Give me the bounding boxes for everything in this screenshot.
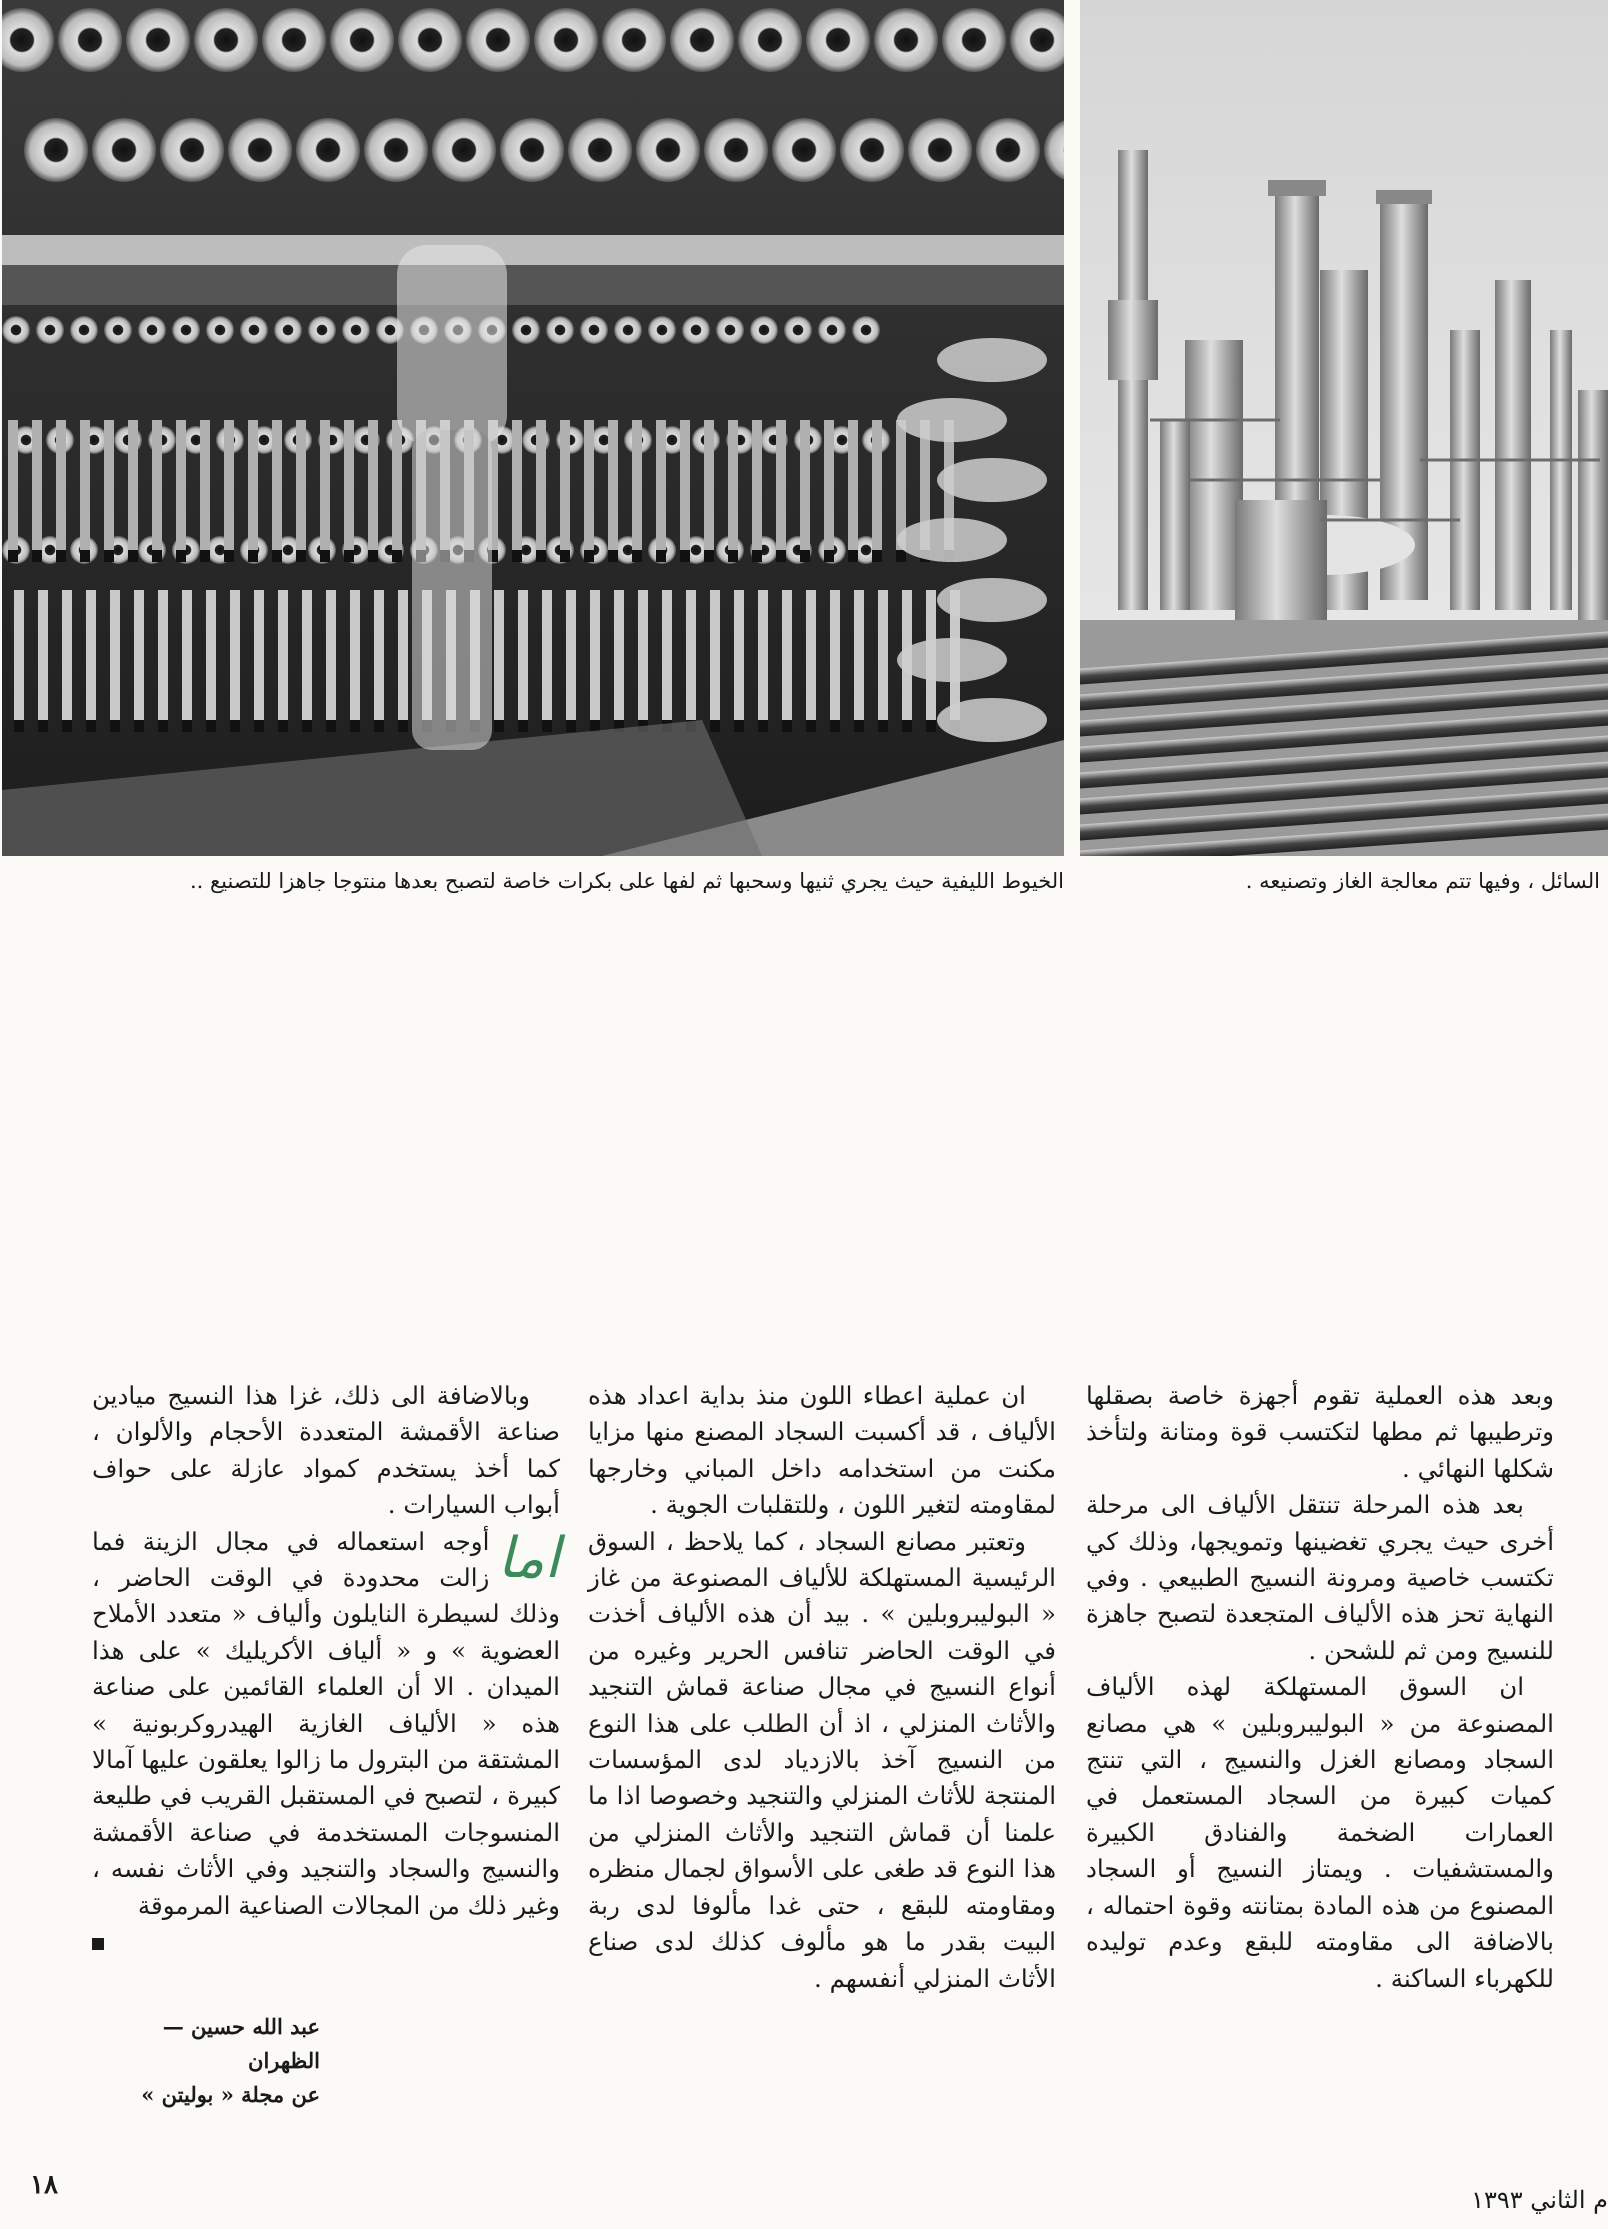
article-column-left: [92, 1378, 560, 1961]
paragraph: وتعتبر مصانع السجاد ، كما يلاحظ ، السوق الرئيسية المستهلكة للألياف المصنوعة من غاز « البوليبروبلين » . بيد أن هذه الألياف أخذت في الوقت الحاضر تنافس الحرير وغيره من أنواع النسيج في مجال صناعة قماش التنجيد والأثاث المنزلي ، اذ أن الطلب على هذا النوع من النسيج آخذ بالازدياد لدى المؤسسات المنتجة للأثاث المنزلي والتنجيد وخصوصا اذا ما علمنا أن قماش التنجيد والأثاث المنزلي من هذا النوع قد طغى على الأسواق لجمال منظره ومقاومته للبقع ، حتى غدا مألوفا لدى ربة البيت بقدر ما هو مألوف كذلك لدى صناع الأثاث المنزلي أنفسهم .: [588, 1526, 1056, 1993]
page-number: ١٨: [30, 2170, 58, 2200]
author-signature: [100, 2010, 320, 2112]
paragraph: ان عملية اعطاء اللون منذ بداية اعداد هذه الألياف ، قد أكسبت السجاد المصنع منها مزايا مكنت من استخدامه داخل المباني وخارجها لمقاومته لتغير اللون ، وللتقلبات الجوية .: [588, 1381, 1056, 1520]
paragraph-text: أوجه استعماله في مجال الزينة فما زالت محدودة في الوقت الحاضر ، وذلك لسيطرة النايلون وألياف « متعدد الأملاح العضوية » و « ألياف الأكريليك » على هذا الميدان . الا أن العلماء القائمين على صناعة هذه « الألياف الغازية الهيدروكربونية » المشتقة من البترول ما زالوا يعلقون عليها آمالا كبيرة ، لتصبح في المستقبل القريب في طليعة المنسوجات المستخدمة في صناعة الأقمشة والنسيج والسجاد والتنجيد وفي الأثاث نفسه ، وغير ذلك من المجالات الصناعية المرموقة: [92, 1526, 560, 1920]
source-credit: عن مجلة « بوليتن »: [141, 2082, 320, 2107]
refinery-photo: [1080, 0, 1608, 856]
issue-label: م الثاني ١٣٩٣: [1471, 2186, 1608, 2214]
author-name: عبد الله حسين — الظهران: [162, 2014, 320, 2073]
textile-photo-caption: الخيوط الليفية حيث يجري ثنيها وسحبها ثم لفها على بكرات خاصة لتصبح بعدها منتوجا جاهزا للتصنيع ..: [189, 869, 1064, 893]
calligraphic-initial: اما: [497, 1525, 560, 1591]
paragraph: ان السوق المستهلكة لهذه الألياف المصنوعة من « البوليبروبلين » هي مصانع السجاد ومصانع الغزل والنسيج ، التي تنتج كميات كبيرة من السجاد المستعمل في العمارات الضخمة والفنادق الكبيرة والمستشفيات . ويمتاز النسيج أو السجاد المصنوع من هذه المادة بمتانته وقوة احتماله ، بالاضافة الى مقاومته للبقع وعدم توليده للكهرباء الساكنة .: [1086, 1672, 1554, 1993]
paragraph: [92, 1524, 560, 1924]
article-column-right: [1086, 1378, 1554, 1997]
article-column-middle: [588, 1378, 1056, 1997]
end-mark-icon: [92, 1938, 104, 1950]
paragraph: بعد هذه المرحلة تنتقل الألياف الى مرحلة أخرى حيث يجري تغضينها وتمويجها، وذلك كي تكتسب خاصية ومرونة النسيج الطبيعي . وفي النهاية تحز هذه الألياف المتجعدة لتصبح جاهزة للنسيج ومن ثم للشحن .: [1086, 1490, 1554, 1665]
paragraph: وبعد هذه العملية تقوم أجهزة خاصة بصقلها وترطيبها ثم مطها لتكتسب قوة ومتانة ولتأخذ شكلها النهائي .: [1086, 1381, 1554, 1483]
textile-machinery-photo: [2, 0, 1064, 856]
refinery-photo-caption: السائل ، وفيها تتم معالجة الغاز وتصنيعه .: [1245, 869, 1600, 893]
paragraph: وبالاضافة الى ذلك، غزا هذا النسيج ميادين صناعة الأقمشة المتعددة الأحجام والألوان ، كما أخذ يستخدم كمواد عازلة على حواف أبواب السيارات .: [92, 1381, 560, 1520]
